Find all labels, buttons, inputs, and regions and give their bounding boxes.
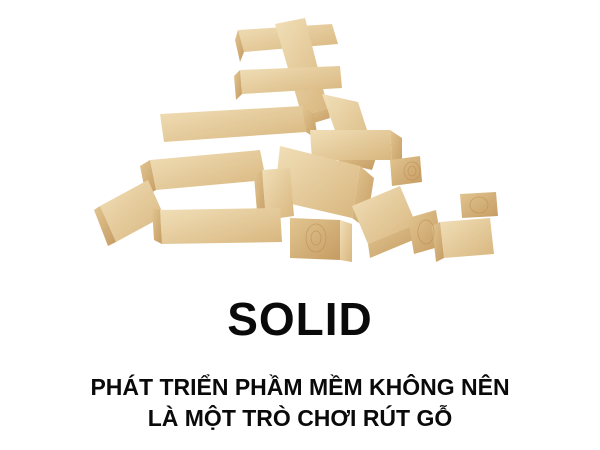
block bbox=[160, 106, 318, 142]
block bbox=[152, 208, 282, 244]
block bbox=[460, 192, 498, 218]
subtitle bbox=[0, 372, 600, 434]
subtitle-line-1: PHÁT TRIỂN PHẦM MỀM KHÔNG NÊN bbox=[90, 374, 510, 400]
subtitle-line-2: LÀ MỘT TRÒ CHƠI RÚT GỖ bbox=[147, 405, 453, 431]
block bbox=[140, 150, 266, 196]
title: SOLID bbox=[227, 293, 373, 345]
block bbox=[432, 218, 494, 262]
block bbox=[390, 156, 422, 186]
wooden-blocks-pile-illustration bbox=[90, 10, 510, 280]
